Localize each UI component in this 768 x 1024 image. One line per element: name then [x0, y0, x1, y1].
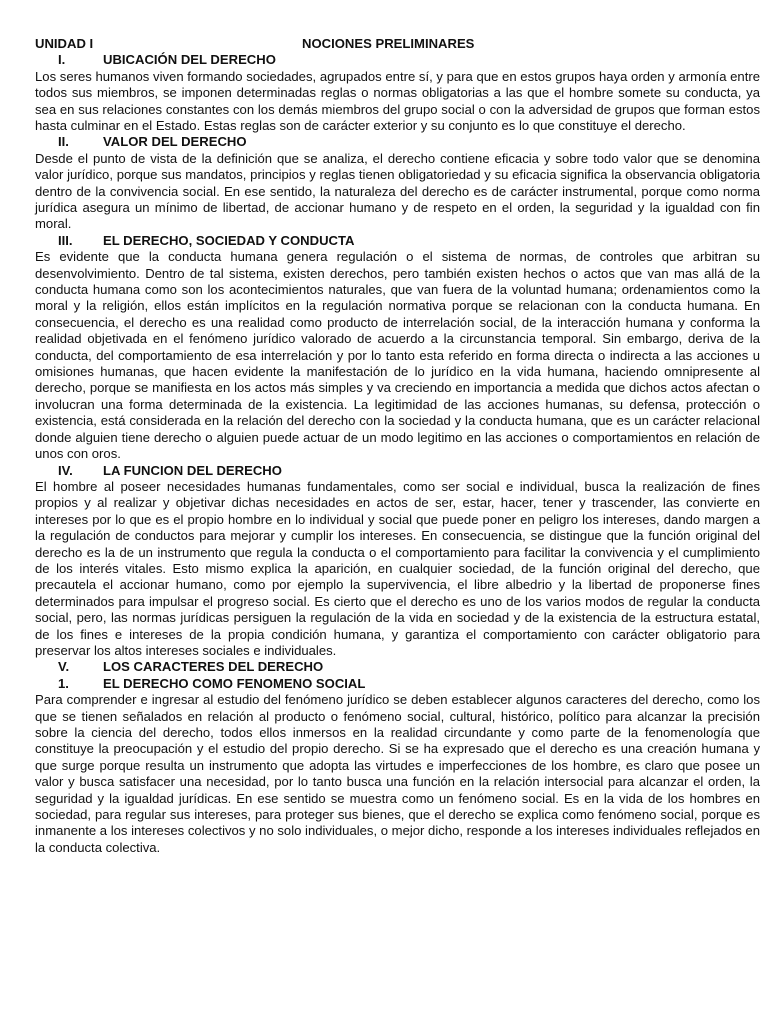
- document-header: [35, 36, 760, 52]
- section-paragraph-4: El hombre al poseer necesidades humanas fundamentales, como ser social e individual, busca la realización de fines propios y al realizar y objetivar dichas necesidades en actos de ser, estar, hacer, tener y trascender, las convierte en intereses por lo que es el propio hombre en lo individual y social que puede poner en peligro los intereses, dando margen a la regulación de conductos para mejorar y cumplir los intereses. En consecuencia, se distingue que la función original del derecho es la de un instrumento que regula la conducta o el comportamiento para facilitar la convivencia y el cumplimiento de los interés vitales. Esto mismo explica la aparición, en cualquier sociedad, de la función original del derecho, que precautela el accionar humano, como por ejemplo la supervivencia, el libre albedrio y la libertad de proponerse fines determinados para impulsar el progreso social. Es cierto que el derecho es uno de los varios modos de regular la conducta social, pero, las normas jurídicas persiguen la regulación de la vida en sociedad y de la existencia de la estructura estatal, de los fines e intereses de la propia condición humana, y garantiza el comportamiento con carácter obligatorio para preservar los altos intereses sociales e individuales.: [35, 478, 760, 658]
- section-number: V.: [58, 659, 70, 675]
- section-heading-1: [35, 52, 760, 68]
- section-heading-5: [35, 659, 760, 675]
- section-title: VALOR DEL DERECHO: [103, 134, 247, 150]
- section-heading-2: [35, 134, 760, 150]
- section-number: II.: [58, 134, 69, 150]
- subsection-number: 1.: [58, 675, 69, 691]
- subsection-paragraph-1: Para comprender e ingresar al estudio del fenómeno jurídico se deben establecer algunos caracteres del derecho, como los que se tienen señalados en relación al producto o fenómeno social, cultural, histórico, político para alcanzar la precisión sobre la ciencia del derecho, todos ellos inmersos en la realidad circundante y como parte de la fenomenología que constituye la preocupación y el estudio del propio derecho. Si se ha expresado que el derecho es una creación humana y que surge porque resulta un instrumento que adopta las virtudes e imperfecciones de los hombre, es claro que posee un valor y busca satisfacer una necesidad, por lo tanto busca una función en la relación intersocial para alcanzar el orden, la seguridad y la igualdad jurídicas. En ese sentido se muestra como un fenómeno social. Es en la vida de los hombres en sociedad, para regular sus intereses, para proteger sus bienes, que el derecho se explica como fenómeno social, porque es inmanente a los intereses colectivos y no solo individuales, o mejor dicho, responde a los intereses individuales reflejados en la conducta colectiva.: [35, 692, 760, 855]
- section-title: UBICACIÓN DEL DERECHO: [103, 52, 276, 68]
- section-heading-4: [35, 463, 760, 479]
- section-number: I.: [58, 52, 66, 68]
- section-title: LOS CARACTERES DEL DERECHO: [103, 659, 324, 675]
- section-paragraph-1: Los seres humanos viven formando sociedades, agrupados entre sí, y para que en estos grupos haya orden y armonía entre todos sus miembros, se imponen determinadas reglas o normas obligatorias a las que el hombre somete su conducta, ya sea en sus relaciones constantes con los demás miembros del grupo social o con la adversidad de grupos que forman estos hasta culminar en el Estado. Estas reglas son de carácter exterior y su conjunto es lo que constituye el derecho.: [35, 68, 760, 133]
- section-title: LA FUNCION DEL DERECHO: [103, 462, 282, 478]
- section-heading-3: [35, 233, 760, 249]
- section-title: EL DERECHO, SOCIEDAD Y CONDUCTA: [103, 232, 355, 248]
- subsection-heading-1: [35, 676, 760, 692]
- section-paragraph-3: Es evidente que la conducta humana genera regulación o el sistema de normas, de controles que arbitran su desenvolvimiento. Dentro de tal sistema, existen derechos, pero también existen hechos o actos que van mas allá de la conducta humana como son los acontecimientos naturales, que van fuera de la voluntad humana; ordenamientos como la moral y la religión, ellos están implícitos en la regulación normativa porque se relacionan con la conducta humana. En consecuencia, el derecho es una realidad como producto de interrelación social, de la interacción humana y conforma la realidad objetivada en el fenómeno jurídico valorado de acuerdo a la circunstancia temporal. Sin embargo, deriva de la conducta, del comportamiento de esa interrelación y por lo tanto esta referido en forma directa o indirecta a las acciones u omisiones humanas, que hacen evidente la manifestación de lo jurídico en la vida humana, haciendo omnipresente al derecho, porque se manifiesta en los actos más simples y va creciendo en importancia a medida que dichos actos afectan o involucran una forma determinada de la existencia. La legitimidad de las acciones humanas, su defensa, protección o existencia, está considerada en la relación del derecho con la sociedad y la conducta humana, que es un carácter relacional donde alguien tiene derecho o alguien puede actuar de un modo legitimo en las acciones o comportamientos en relación de unos con oros.: [35, 249, 760, 462]
- section-number: IV.: [58, 462, 73, 478]
- section-number: III.: [58, 232, 73, 248]
- document-title: NOCIONES PRELIMINARES: [302, 36, 475, 51]
- unit-label: UNIDAD I: [35, 36, 94, 51]
- subsection-title: EL DERECHO COMO FENOMENO SOCIAL: [103, 675, 366, 691]
- section-paragraph-2: Desde el punto de vista de la definición que se analiza, el derecho contiene eficacia y sobre todo valor que se denomina valor jurídico, porque sus mandatos, principios y reglas tienen obligatoriedad y su eficacia significa la observancia obligatoria dentro de la convivencia social. En ese sentido, la naturaleza del derecho es de carácter instrumental, porque como norma jurídica asegura un mínimo de libertad, de accionar humano y de respeto en el orden, la seguridad y la igualdad con fin moral.: [35, 150, 760, 232]
